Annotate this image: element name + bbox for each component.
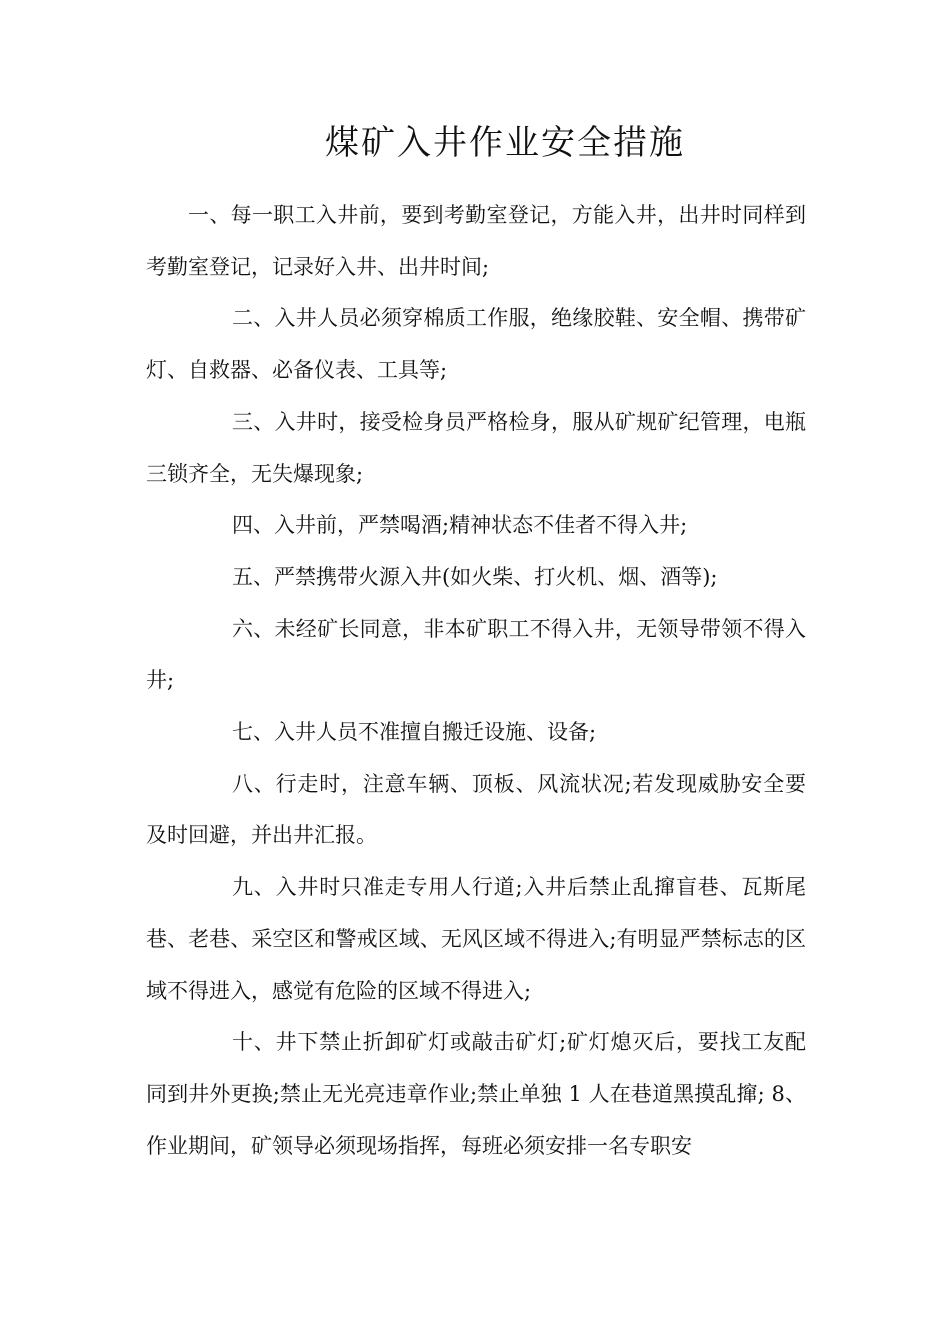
- paragraph-3: 三、入井时，接受检身员严格检身，服从矿规矿纪管理，电瓶三锁齐全，无失爆现象;: [146, 409, 806, 486]
- paragraph-7: 七、入井人员不准擅自搬迁设施、设备;: [232, 720, 597, 745]
- paragraph-4: 四、入井前，严禁喝酒;精神状态不佳者不得入井;: [232, 513, 688, 538]
- paragraph-2: 二、入井人员必须穿棉质工作服，绝缘胶鞋、安全帽、携带矿灯、自救器、必备仪表、工具等;: [146, 306, 806, 383]
- document-body: [146, 190, 806, 1172]
- paragraph-1: 一、每一职工入井前，要到考勤室登记，方能入井，出井时同样到考勤室登记，记录好入井、出井时间;: [146, 203, 806, 279]
- paragraph-9: 九、入井时只准走专用人行道;入井后禁止乱撺盲巷、瓦斯尾巷、老巷、采空区和警戒区域、无风区域不得进入;有明显严禁标志的区域不得进入，感觉有危险的区域不得进入;: [146, 875, 806, 1003]
- paragraph-5: 五、严禁携带火源入井(如火柴、打火机、烟、酒等);: [232, 564, 718, 589]
- paragraph-6: 六、未经矿长同意，非本矿职工不得入井，无领导带领不得入井;: [146, 616, 806, 693]
- document-title: 煤矿入井作业安全措施: [325, 123, 685, 163]
- paragraph-10: 十、井下禁止折卸矿灯或敲击矿灯;矿灯熄灭后，要找工友配同到井外更换;禁止无光亮违章作业;禁止单独 1 人在巷道黑摸乱撺; 8、作业期间，矿领导必须现场指挥，每班必须安排一名专职安: [146, 1030, 806, 1158]
- paragraph-8: 八、行走时，注意车辆、顶板、风流状况;若发现威胁安全要及时回避，并出井汇报。: [146, 771, 806, 848]
